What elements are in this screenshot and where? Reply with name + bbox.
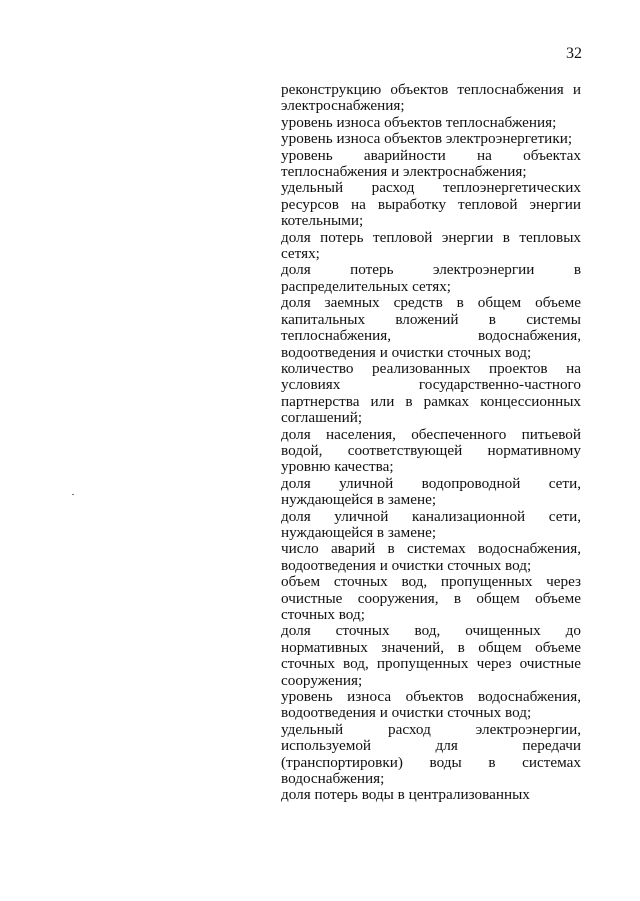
list-item: уровень износа объектов водоснабжения, водоотведения и очистки сточных вод; xyxy=(281,688,581,722)
list-item: доля населения, обеспеченного питьевой водой, соответствующей нормативному уровню качества; xyxy=(281,425,581,476)
list-item: доля уличной водопроводной сети, нуждающейся в замене; xyxy=(281,474,581,509)
list-item: доля потерь воды в централизованных xyxy=(281,786,530,804)
page-number: 32 xyxy=(566,45,582,62)
list-item: число аварий в системах водоснабжения, водоотведения и очистки сточных вод; xyxy=(281,540,581,574)
list-item: доля уличной канализационной сети, нуждающейся в замене; xyxy=(281,507,581,541)
list-item: уровень износа объектов теплоснабжения; xyxy=(281,113,557,131)
list-item: объем сточных вод, пропущенных через очистные сооружения, в общем объеме сточных вод; xyxy=(281,573,581,623)
list-item: доля заемных средств в общем объеме капитальных вложений в системы теплоснабжения, водоснабжения, водоотведения и очистки сточных вод; xyxy=(281,294,581,361)
scan-speck xyxy=(72,494,74,495)
list-item: реконструкцию объектов теплоснабжения и электроснабжения; xyxy=(281,81,581,115)
list-item: количество реализованных проектов на условиях государственно-частного партнерства или в рамках концессионных соглашений; xyxy=(281,359,581,427)
list-item: уровень износа объектов электроэнергетики; xyxy=(281,130,573,148)
indicator-list xyxy=(281,82,581,804)
list-item: доля сточных вод, очищенных до нормативных значений, в общем объеме сточных вод, пропущенных через очистные сооружения; xyxy=(281,622,581,689)
list-item: доля потерь тепловой энергии в тепловых сетях; xyxy=(281,228,581,263)
list-item: удельный расход электроэнергии, используемой для передачи (транспортировки) воды в системах водоснабжения; xyxy=(281,720,581,788)
list-item: удельный расход теплоэнергетических ресурсов на выработку тепловой энергии котельными; xyxy=(281,179,581,230)
list-item: уровень аварийности на объектах теплоснабжения и электроснабжения; xyxy=(281,146,581,181)
list-item: доля потерь электроэнергии в распределительных сетях; xyxy=(281,261,581,295)
